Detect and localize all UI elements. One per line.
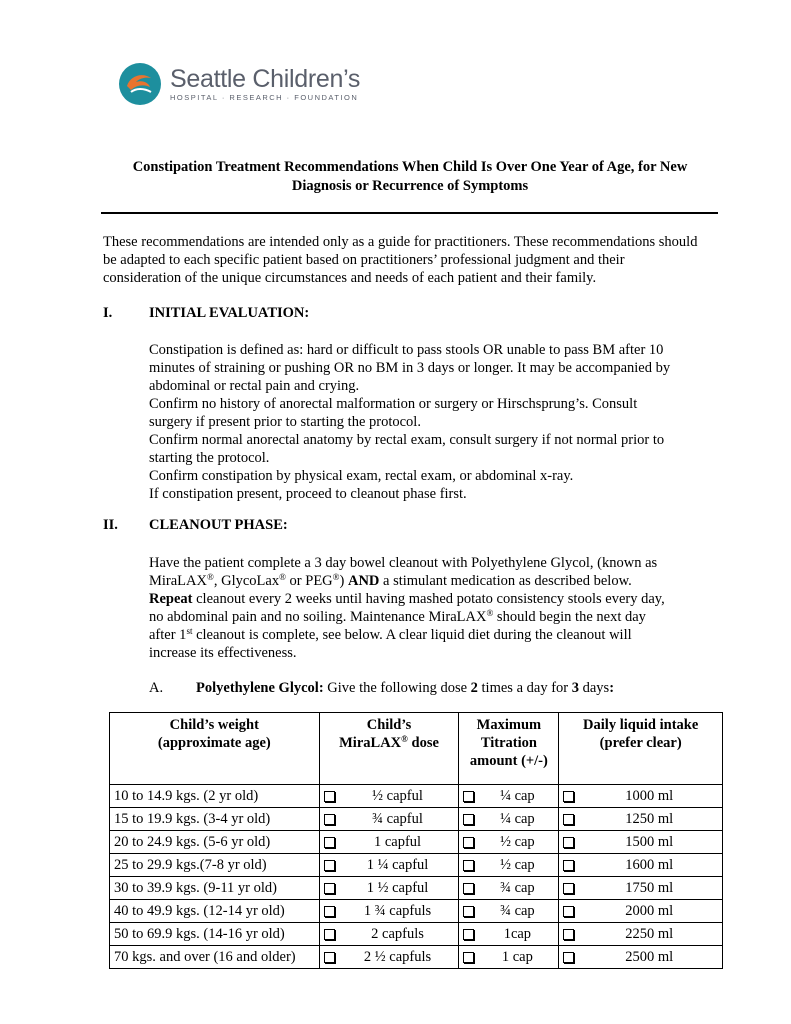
section-1-number: I. [103, 305, 113, 321]
section-1-body [149, 341, 719, 503]
titration-value: ½ cap [500, 856, 535, 873]
titration-value: 1 cap [501, 948, 533, 965]
dose-value: 2 capfuls [371, 925, 424, 942]
section-2-line: Repeat cleanout every 2 weeks until having mashed potato consistency stools every day, [149, 591, 665, 607]
titration-cell [459, 831, 559, 854]
titration-value: ¾ cap [500, 902, 535, 919]
section-1-line: Confirm normal anorectal anatomy by rectal exam, consult surgery if not normal prior to [149, 432, 665, 448]
titration-cell [459, 946, 559, 969]
table-row [110, 946, 723, 969]
weight-cell: 30 to 39.9 kgs. (9-11 yr old) [110, 877, 320, 900]
weight-cell: 40 to 49.9 kgs. (12-14 yr old) [110, 900, 320, 923]
liquid-value: 2250 ml [625, 925, 674, 942]
liquid-cell [559, 877, 723, 900]
table-row [110, 808, 723, 831]
table-row [110, 923, 723, 946]
checkbox-icon[interactable] [563, 837, 574, 848]
liquid-value: 1000 ml [625, 787, 674, 804]
section-2-title: CLEANOUT PHASE: [149, 517, 288, 533]
section-1-title: INITIAL EVALUATION: [149, 305, 310, 321]
dose-value: 1 ¼ capful [366, 856, 429, 873]
weight-cell: 15 to 19.9 kgs. (3-4 yr old) [110, 808, 320, 831]
dose-value: ¾ capful [372, 810, 423, 827]
subsection-a-heading: A. Polyethylene Glycol: Give the following dose 2 times a day for 3 days: [149, 680, 615, 696]
weight-cell: 70 kgs. and over (16 and older) [110, 946, 320, 969]
liquid-cell [559, 831, 723, 854]
dose-cell [319, 900, 459, 923]
dose-cell [319, 923, 459, 946]
section-1-line: surgery if present prior to starting the protocol. [149, 414, 421, 430]
header-liquid: Daily liquid intake (prefer clear) [559, 713, 723, 785]
liquid-value: 1500 ml [625, 833, 674, 850]
table-header-row [110, 713, 723, 785]
dose-value: ½ capful [372, 787, 423, 804]
checkbox-icon[interactable] [324, 837, 335, 848]
dose-cell [319, 808, 459, 831]
seattle-childrens-logo [118, 60, 360, 108]
intro-paragraph: These recommendations are intended only as a guide for practitioners. These recommendations should be adapted to each specific patient based on practitioners’ professional judgment and their consideration of the unique circumstances and needs of each patient and their family. [103, 234, 698, 286]
checkbox-icon[interactable] [563, 791, 574, 802]
section-1-line: Confirm constipation by physical exam, rectal exam, or abdominal x-ray. [149, 468, 574, 484]
titration-cell [459, 785, 559, 808]
checkbox-icon[interactable] [463, 791, 474, 802]
weight-cell: 10 to 14.9 kgs. (2 yr old) [110, 785, 320, 808]
liquid-cell [559, 923, 723, 946]
checkbox-icon[interactable] [324, 883, 335, 894]
titration-value: ½ cap [500, 833, 535, 850]
checkbox-icon[interactable] [463, 837, 474, 848]
checkbox-icon[interactable] [563, 952, 574, 963]
dose-cell [319, 785, 459, 808]
titration-value: 1cap [503, 925, 532, 942]
checkbox-icon[interactable] [463, 929, 474, 940]
checkbox-icon[interactable] [563, 883, 574, 894]
section-1-line: minutes of straining or pushing OR no BM in 3 days or longer. It may be accompanied by [149, 360, 671, 376]
liquid-cell [559, 785, 723, 808]
checkbox-icon[interactable] [324, 791, 335, 802]
liquid-value: 1750 ml [625, 879, 674, 896]
table-row [110, 900, 723, 923]
liquid-cell [559, 946, 723, 969]
section-1-line: Constipation is defined as: hard or difficult to pass stools OR unable to pass BM after 10 [149, 342, 664, 358]
checkbox-icon[interactable] [324, 814, 335, 825]
titration-cell [459, 923, 559, 946]
titration-value: ¼ cap [500, 787, 535, 804]
checkbox-icon[interactable] [324, 906, 335, 917]
logo-tagline: HOSPITAL · RESEARCH · FOUNDATION [170, 93, 359, 102]
table-row [110, 854, 723, 877]
table-row [110, 785, 723, 808]
liquid-cell [559, 854, 723, 877]
dose-value: 1 capful [373, 833, 422, 850]
checkbox-icon[interactable] [324, 952, 335, 963]
document-title [100, 158, 720, 196]
liquid-value: 1600 ml [625, 856, 674, 873]
section-1-line: Confirm no history of anorectal malformation or surgery or Hirschsprung’s. Consult [149, 396, 638, 412]
liquid-cell [559, 900, 723, 923]
checkbox-icon[interactable] [563, 906, 574, 917]
checkbox-icon[interactable] [563, 929, 574, 940]
titration-cell [459, 808, 559, 831]
checkbox-icon[interactable] [324, 860, 335, 871]
title-divider [101, 212, 718, 214]
weight-cell: 20 to 24.9 kgs. (5-6 yr old) [110, 831, 320, 854]
section-2-line: after 1st cleanout is complete, see below. A clear liquid diet during the cleanout will [149, 626, 632, 643]
dosing-table [109, 712, 723, 969]
header-titration: Maximum Titration amount (+/-) [459, 713, 559, 785]
section-2-number: II. [103, 517, 118, 533]
checkbox-icon[interactable] [463, 906, 474, 917]
section-1-line: abdominal or rectal pain and crying. [149, 378, 360, 394]
section-1-line: starting the protocol. [149, 450, 270, 466]
logo-name: Seattle Children’s [170, 65, 361, 93]
liquid-cell [559, 808, 723, 831]
section-2-line: no abdominal pain and no soiling. Maintenance MiraLAX® should begin the next day [149, 608, 646, 625]
titration-cell [459, 877, 559, 900]
weight-cell: 50 to 69.9 kgs. (14-16 yr old) [110, 923, 320, 946]
liquid-value: 1250 ml [625, 810, 674, 827]
checkbox-icon[interactable] [563, 814, 574, 825]
checkbox-icon[interactable] [463, 883, 474, 894]
dose-cell [319, 854, 459, 877]
checkbox-icon[interactable] [463, 952, 474, 963]
header-weight: Child’s weight (approximate age) [110, 713, 320, 785]
title-line-2: Diagnosis or Recurrence of Symptoms [291, 178, 529, 194]
dose-cell [319, 831, 459, 854]
titration-cell [459, 854, 559, 877]
section-2-line: MiraLAX®, GlycoLax® or PEG®) AND a stimulant medication as described below. [149, 572, 632, 589]
table-row [110, 831, 723, 854]
dose-cell [319, 877, 459, 900]
liquid-value: 2000 ml [625, 902, 674, 919]
checkbox-icon[interactable] [463, 814, 474, 825]
titration-cell [459, 900, 559, 923]
checkbox-icon[interactable] [324, 929, 335, 940]
title-line-1: Constipation Treatment Recommendations When Child Is Over One Year of Age, for New [132, 159, 688, 175]
section-2-body [149, 554, 719, 662]
dose-value: 1 ¾ capfuls [363, 902, 432, 919]
header-dose: Child’s MiraLAX® dose [319, 713, 459, 785]
weight-cell: 25 to 29.9 kgs.(7-8 yr old) [110, 854, 320, 877]
section-2-line: increase its effectiveness. [149, 645, 297, 661]
section-1-line: If constipation present, proceed to cleanout phase first. [149, 486, 467, 502]
checkbox-icon[interactable] [563, 860, 574, 871]
dose-value: 2 ½ capfuls [363, 948, 432, 965]
table-row [110, 877, 723, 900]
section-2-line: Have the patient complete a 3 day bowel cleanout with Polyethylene Glycol, (known as [149, 555, 658, 571]
dose-cell [319, 946, 459, 969]
dose-value: 1 ½ capful [366, 879, 429, 896]
titration-value: ¾ cap [500, 879, 535, 896]
liquid-value: 2500 ml [625, 948, 674, 965]
logo-mark-icon [118, 62, 162, 106]
checkbox-icon[interactable] [463, 860, 474, 871]
titration-value: ¼ cap [500, 810, 535, 827]
